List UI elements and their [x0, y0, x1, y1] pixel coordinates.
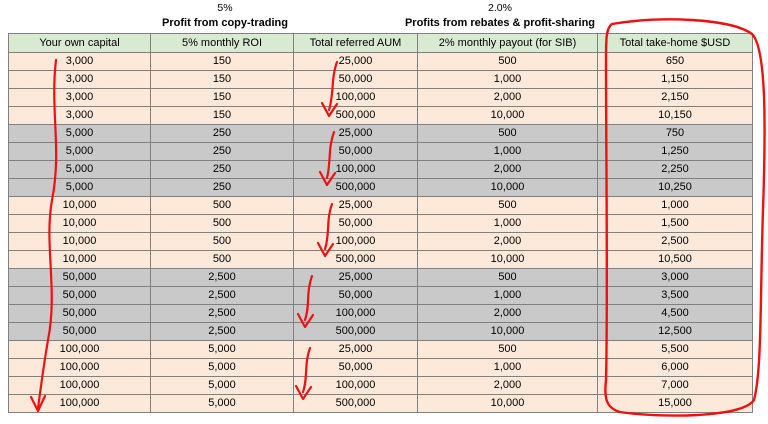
cell-total-take-home: 3,000	[598, 269, 753, 287]
cell-total-take-home: 10,500	[598, 251, 753, 269]
cell-total-take-home: 1,250	[598, 143, 753, 161]
cell-own-capital: 3,000	[9, 53, 151, 71]
copy-trading-title: Profit from copy-trading	[162, 17, 288, 29]
cell-monthly-payout: 500	[418, 269, 598, 287]
cell-referred-aum: 50,000	[294, 143, 418, 161]
cell-referred-aum: 100,000	[294, 377, 418, 395]
cell-referred-aum: 50,000	[294, 215, 418, 233]
cell-total-take-home: 1,150	[598, 71, 753, 89]
cell-total-take-home: 10,250	[598, 179, 753, 197]
cell-monthly-roi: 250	[151, 179, 294, 197]
cell-monthly-roi: 5,000	[151, 359, 294, 377]
header-monthly-payout: 2% monthly payout (for SIB)	[418, 34, 598, 53]
table-row	[9, 197, 753, 215]
earnings-table	[8, 33, 753, 413]
cell-monthly-roi: 150	[151, 71, 294, 89]
table-row	[9, 161, 753, 179]
cell-monthly-payout: 10,000	[418, 323, 598, 341]
table-row	[9, 359, 753, 377]
cell-total-take-home: 2,250	[598, 161, 753, 179]
cell-own-capital: 5,000	[9, 179, 151, 197]
cell-monthly-payout: 1,000	[418, 143, 598, 161]
cell-monthly-payout: 1,000	[418, 359, 598, 377]
cell-monthly-payout: 2,000	[418, 89, 598, 107]
cell-own-capital: 3,000	[9, 71, 151, 89]
cell-total-take-home: 4,500	[598, 305, 753, 323]
cell-monthly-roi: 2,500	[151, 305, 294, 323]
cell-monthly-roi: 2,500	[151, 287, 294, 305]
table-row	[9, 143, 753, 161]
cell-monthly-roi: 500	[151, 251, 294, 269]
cell-own-capital: 50,000	[9, 323, 151, 341]
cell-monthly-payout: 2,000	[418, 305, 598, 323]
cell-monthly-payout: 10,000	[418, 251, 598, 269]
cell-total-take-home: 5,500	[598, 341, 753, 359]
cell-own-capital: 5,000	[9, 143, 151, 161]
cell-monthly-payout: 10,000	[418, 107, 598, 125]
cell-total-take-home: 7,000	[598, 377, 753, 395]
cell-own-capital: 50,000	[9, 269, 151, 287]
cell-monthly-payout: 1,000	[418, 287, 598, 305]
cell-total-take-home: 3,500	[598, 287, 753, 305]
cell-monthly-roi: 2,500	[151, 269, 294, 287]
cell-own-capital: 5,000	[9, 161, 151, 179]
table-row	[9, 125, 753, 143]
cell-referred-aum: 500,000	[294, 251, 418, 269]
cell-monthly-roi: 5,000	[151, 341, 294, 359]
cell-referred-aum: 25,000	[294, 53, 418, 71]
cell-referred-aum: 25,000	[294, 341, 418, 359]
cell-monthly-roi: 150	[151, 107, 294, 125]
cell-total-take-home: 750	[598, 125, 753, 143]
header-total-take-home: Total take-home $USD	[598, 34, 753, 53]
cell-referred-aum: 100,000	[294, 89, 418, 107]
cell-monthly-roi: 5,000	[151, 395, 294, 413]
table-row	[9, 233, 753, 251]
table-row	[9, 107, 753, 125]
table-row	[9, 341, 753, 359]
header-own-capital: Your own capital	[9, 34, 151, 53]
rebates-title: Profits from rebates & profit-sharing	[404, 17, 596, 29]
cell-total-take-home: 2,150	[598, 89, 753, 107]
cell-monthly-payout: 500	[418, 341, 598, 359]
header-monthly-roi: 5% monthly ROI	[151, 34, 294, 53]
cell-own-capital: 5,000	[9, 125, 151, 143]
cell-referred-aum: 500,000	[294, 179, 418, 197]
cell-own-capital: 100,000	[9, 359, 151, 377]
cell-referred-aum: 500,000	[294, 107, 418, 125]
cell-monthly-payout: 1,000	[418, 71, 598, 89]
cell-own-capital: 50,000	[9, 305, 151, 323]
cell-referred-aum: 50,000	[294, 287, 418, 305]
table-row	[9, 215, 753, 233]
cell-monthly-payout: 500	[418, 53, 598, 71]
cell-own-capital: 10,000	[9, 233, 151, 251]
cell-monthly-roi: 2,500	[151, 323, 294, 341]
cell-own-capital: 10,000	[9, 251, 151, 269]
cell-monthly-roi: 500	[151, 215, 294, 233]
cell-monthly-roi: 500	[151, 233, 294, 251]
cell-total-take-home: 1,000	[598, 197, 753, 215]
cell-referred-aum: 50,000	[294, 71, 418, 89]
table-row	[9, 179, 753, 197]
cell-own-capital: 10,000	[9, 215, 151, 233]
table-row	[9, 53, 753, 71]
table-row	[9, 323, 753, 341]
cell-total-take-home: 12,500	[598, 323, 753, 341]
cell-referred-aum: 25,000	[294, 125, 418, 143]
cell-monthly-roi: 150	[151, 89, 294, 107]
cell-monthly-payout: 2,000	[418, 161, 598, 179]
table-row	[9, 395, 753, 413]
copy-trading-percent-label: 5%	[217, 2, 233, 14]
table-row	[9, 377, 753, 395]
cell-own-capital: 100,000	[9, 377, 151, 395]
cell-own-capital: 3,000	[9, 89, 151, 107]
cell-monthly-roi: 250	[151, 161, 294, 179]
cell-monthly-roi: 500	[151, 197, 294, 215]
top-labels-row	[0, 0, 768, 34]
cell-referred-aum: 100,000	[294, 305, 418, 323]
cell-referred-aum: 100,000	[294, 161, 418, 179]
cell-total-take-home: 10,150	[598, 107, 753, 125]
cell-monthly-roi: 250	[151, 143, 294, 161]
cell-total-take-home: 650	[598, 53, 753, 71]
cell-total-take-home: 2,500	[598, 233, 753, 251]
cell-referred-aum: 500,000	[294, 395, 418, 413]
cell-monthly-roi: 250	[151, 125, 294, 143]
rebate-percent-label: 2.0%	[488, 2, 512, 14]
cell-referred-aum: 25,000	[294, 269, 418, 287]
cell-referred-aum: 25,000	[294, 197, 418, 215]
table-row	[9, 89, 753, 107]
cell-total-take-home: 1,500	[598, 215, 753, 233]
table-row	[9, 287, 753, 305]
cell-monthly-payout: 500	[418, 197, 598, 215]
cell-monthly-roi: 5,000	[151, 377, 294, 395]
cell-referred-aum: 500,000	[294, 323, 418, 341]
cell-total-take-home: 6,000	[598, 359, 753, 377]
cell-monthly-roi: 150	[151, 53, 294, 71]
table-row	[9, 269, 753, 287]
table-header-row	[9, 34, 753, 53]
cell-referred-aum: 100,000	[294, 233, 418, 251]
cell-monthly-payout: 2,000	[418, 233, 598, 251]
table-row	[9, 305, 753, 323]
table-row	[9, 71, 753, 89]
cell-own-capital: 100,000	[9, 341, 151, 359]
cell-monthly-payout: 500	[418, 125, 598, 143]
cell-monthly-payout: 2,000	[418, 377, 598, 395]
cell-monthly-payout: 1,000	[418, 215, 598, 233]
header-referred-aum: Total referred AUM	[294, 34, 418, 53]
table-row	[9, 251, 753, 269]
cell-monthly-payout: 10,000	[418, 179, 598, 197]
cell-own-capital: 100,000	[9, 395, 151, 413]
cell-total-take-home: 15,000	[598, 395, 753, 413]
cell-own-capital: 10,000	[9, 197, 151, 215]
cell-referred-aum: 50,000	[294, 359, 418, 377]
cell-monthly-payout: 10,000	[418, 395, 598, 413]
cell-own-capital: 3,000	[9, 107, 151, 125]
cell-own-capital: 50,000	[9, 287, 151, 305]
